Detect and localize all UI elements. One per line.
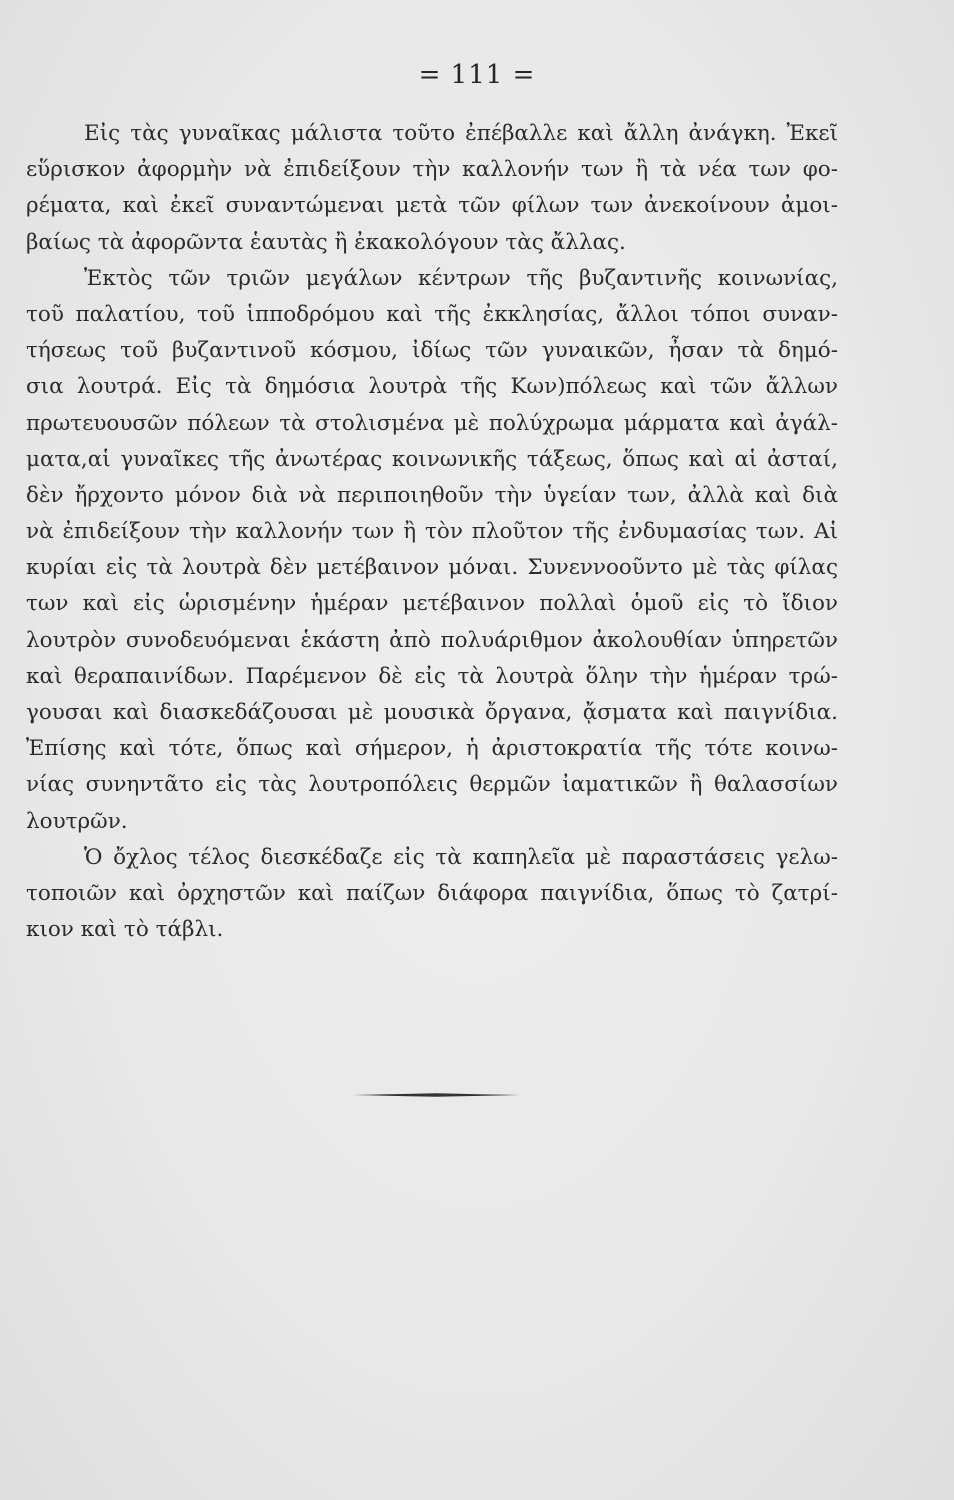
text-line: τήσεως τοῦ βυζαντινοῦ κόσμου, ἰδίως τῶν γυναικῶν, ἦσαν τὰ δημό- (26, 338, 838, 364)
text-line: εὕρισκον ἀφορμὴν νὰ ἐπιδείξουν τὴν καλλονήν των ἢ τὰ νέα των φο- (26, 157, 838, 183)
text-line: νίας συνηντᾶτο εἰς τὰς λουτροπόλεις θερμῶν ἰαματικῶν ἢ θαλασσίων (26, 772, 838, 798)
text-line: ματα,αἱ γυναῖκες τῆς ἀνωτέρας κοινωνικῆς τάξεως, ὅπως καὶ αἱ ἀσταί, (26, 446, 838, 472)
text-line: λουτρὸν συνοδευόμεναι ἑκάστη ἀπὸ πολυάριθμον ἀκολουθίαν ὑπηρετῶν (26, 627, 838, 653)
text-line: Ὁ ὄχλος τέλος διεσκέδαζε εἰς τὰ καπηλεῖα μὲ παραστάσεις γελω- (84, 844, 838, 870)
text-line: νὰ ἐπιδείξουν τὴν καλλονήν των ἢ τὸν πλοῦτον τῆς ἐνδυμασίας των. Αἱ (26, 519, 838, 545)
text-line: Εἰς τὰς γυναῖκας μάλιστα τοῦτο ἐπέβαλλε καὶ ἄλλη ἀνάγκη. Ἐκεῖ (84, 121, 838, 146)
body-text (26, 116, 838, 948)
tapered-rule-ornament-icon (352, 1092, 520, 1098)
text-line: των καὶ εἰς ὡρισμένην ἡμέραν μετέβαινον πολλαὶ ὁμοῦ εἰς τὸ ἴδιον (26, 591, 838, 617)
text-line: δὲν ἤρχοντο μόνον διὰ νὰ περιποιηθοῦν τὴν ὑγείαν των, ἀλλὰ καὶ διὰ (26, 482, 838, 508)
text-line: βαίως τὰ ἀφορῶντα ἑαυτὰς ἢ ἐκακολόγουν τὰς ἄλλας. (26, 229, 626, 255)
text-line: Ἐκτὸς τῶν τριῶν μεγάλων κέντρων τῆς βυζαντινῆς κοινωνίας, (84, 265, 838, 291)
text-line: τοῦ παλατίου, τοῦ ἱπποδρόμου καὶ τῆς ἐκκλησίας, ἄλλοι τόποι συναν- (26, 301, 838, 327)
text-line: ρέματα, καὶ ἐκεῖ συναντώμεναι μετὰ τῶν φίλων των ἀνεκοίνουν ἀμοι- (26, 193, 838, 219)
text-line: λουτρῶν. (26, 808, 128, 834)
text-line: γουσαι καὶ διασκεδάζουσαι μὲ μουσικὰ ὄργανα, ᾄσματα καὶ παιγνίδια. (26, 700, 838, 725)
text-line: Ἐπίσης καὶ τότε, ὅπως καὶ σήμερον, ἡ ἀριστοκρατία τῆς τότε κοινω- (26, 736, 838, 762)
page-number: = 111 = (418, 60, 536, 90)
text-line: καὶ θεραπαινίδων. Παρέμενον δὲ εἰς τὰ λουτρὰ ὅλην τὴν ἡμέραν τρώ- (26, 663, 838, 689)
text-line: κυρίαι εἰς τὰ λουτρὰ δὲν μετέβαινον μόναι. Συνεννοοῦντο μὲ τὰς φίλας (26, 555, 838, 581)
text-line: τοποιῶν καὶ ὀρχηστῶν καὶ παίζων διάφορα παιγνίδια, ὅπως τὸ ζατρί- (26, 880, 838, 906)
text-line: πρωτευουσῶν πόλεων τὰ στολισμένα μὲ πολύχρωμα μάρματα καὶ ἀγάλ- (26, 410, 838, 436)
text-line: κιον καὶ τὸ τάβλι. (26, 917, 224, 943)
text-line: σια λουτρά. Εἰς τὰ δημόσια λουτρὰ τῆς Κων)πόλεως καὶ τῶν ἄλλων (26, 374, 838, 400)
